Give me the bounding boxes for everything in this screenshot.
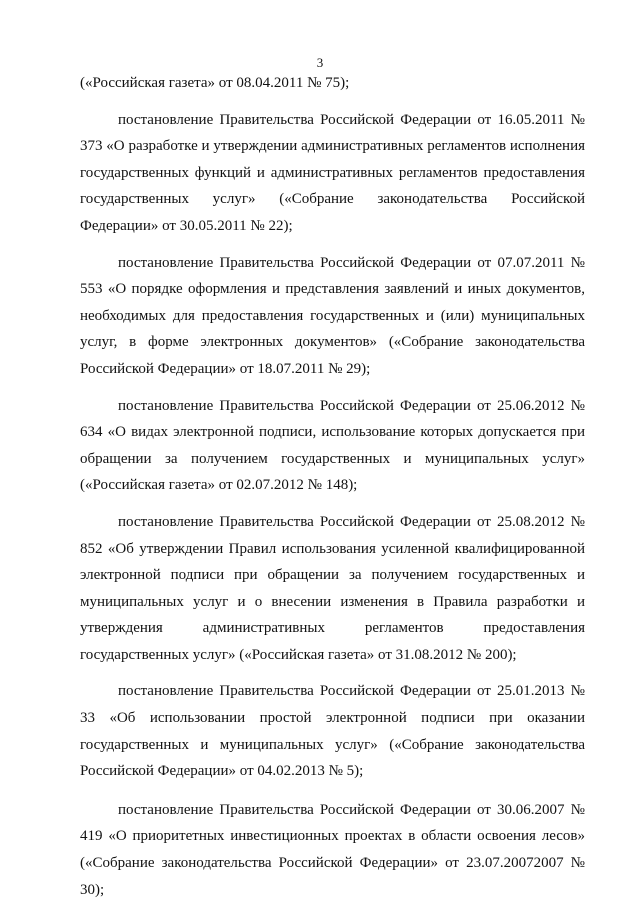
document-body: [80, 70, 585, 903]
paragraph-continuation: («Российская газета» от 08.04.2011 № 75);: [80, 75, 350, 91]
paragraph-decree-33: постановление Правительства Российской Федерации от 25.01.2013 № 33 «Об использовании простой электронной подписи при оказании государственных и муниципальных услуг» («Собрание законодательства Российской Федерации» от 04.02.2013 № 5);: [80, 683, 585, 780]
paragraph-decree-852: постановление Правительства Российской Федерации от 25.08.2012 № 852 «Об утверждении Правил использования усиленной квалифицированной электронной подписи при обращении за получением государственных и муниципальных услуг и о внесении изменения в Правила разработки и утверждения административных регламентов предоставления государственных услуг» («Российская газета» от 31.08.2012 № 200);: [80, 513, 585, 663]
paragraph-decree-553: постановление Правительства Российской Федерации от 07.07.2011 № 553 «О порядке оформления и представления заявлений и иных документов, необходимых для предоставления государственных и (или) муниципальных услуг, в форме электронных документов» («Собрание законодательства Российской Федерации» от 18.07.2011 № 29);: [80, 254, 585, 377]
paragraph-decree-634: постановление Правительства Российской Федерации от 25.06.2012 № 634 «О видах электронной подписи, использование которых допускается при обращении за получением государственных и муниципальных услуг» («Российская газета» от 02.07.2012 № 148);: [80, 397, 585, 494]
page-number: 3: [316, 55, 324, 70]
paragraph-decree-373: постановление Правительства Российской Федерации от 16.05.2011 № 373 «О разработке и утверждении административных регламентов исполнения государственных функций и административных регламентов предоставления государственных услуг» («Собрание законодательства Российской Федерации» от 30.05.2011 № 22);: [80, 111, 585, 234]
paragraph-decree-419: постановление Правительства Российской Федерации от 30.06.2007 № 419 «О приоритетных инвестиционных проектах в области освоения лесов» («Собрание законодательства Российской Федерации» от 23.07.20072007 № 30);: [80, 801, 585, 898]
